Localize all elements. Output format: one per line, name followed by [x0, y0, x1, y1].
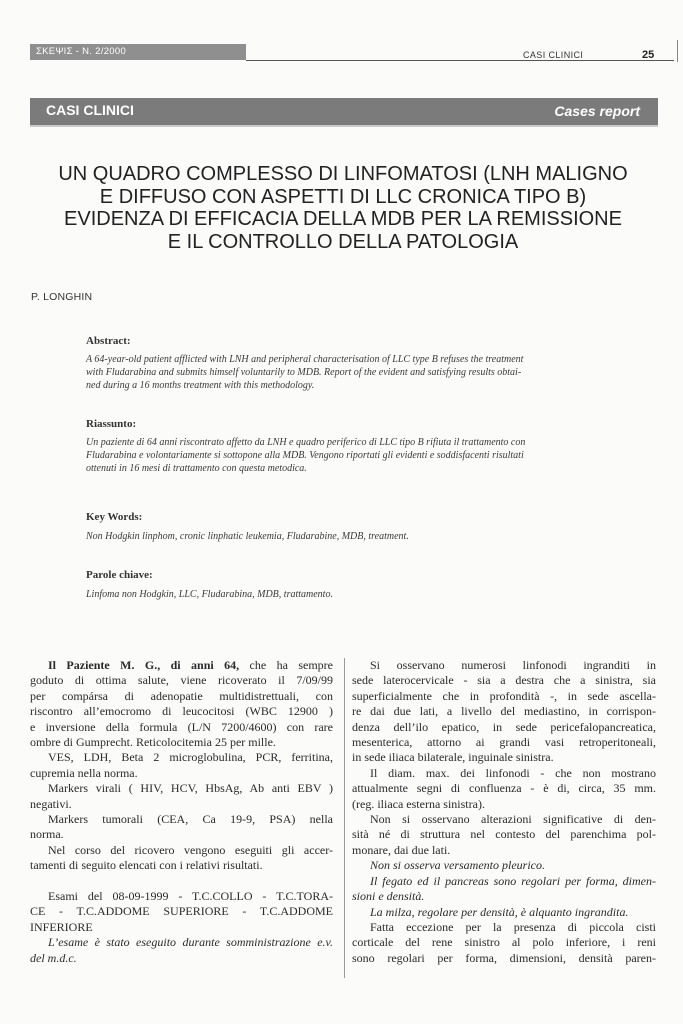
- article-title: [30, 163, 656, 253]
- body-line: e inversione della formula (L/N 7200/4600) con rare: [30, 719, 333, 734]
- abstract-heading: Abstract:: [86, 335, 131, 347]
- body-line: Nel corso del ricovero vengono eseguiti gli accer-: [48, 842, 333, 857]
- page-edge-mark: [677, 40, 678, 62]
- key-words-text: Non Hodgkin linphom, cronic linphatic leukemia, Fludarabine, MDB, treatment.: [86, 531, 409, 542]
- patient-intro: Il Paziente M. G., di anni 64,: [48, 658, 240, 672]
- riassunto-heading: Riassunto:: [86, 418, 137, 430]
- body-line: (reg. iliaca esterna sinistra).: [352, 796, 485, 811]
- section-label-english: Cases report: [554, 103, 640, 119]
- key-words-section: [86, 511, 409, 543]
- title-line: E DIFFUSO CON ASPETTI DI LLC CRONICA TIPO B): [99, 185, 587, 208]
- body-column-left: [30, 658, 333, 966]
- body-line: monare, dai due lati.: [352, 842, 451, 857]
- body-line: La milza, regolare per densità, è alquanto ingrandita.: [370, 904, 629, 919]
- body-line: Il diam. max. dei linfonodi - che non mostrano: [370, 765, 656, 780]
- body-line: [30, 658, 333, 673]
- abstract-line: A 64-year-old patient afflicted with LNH and peripheral characterisation of LLC type B refuses the treatment: [86, 354, 524, 365]
- abstract-section: [86, 335, 523, 392]
- body-line: denza dell’ilo epatico, in sede pericefalopancreatica,: [352, 719, 656, 734]
- header-rule: [246, 60, 674, 61]
- body-line: corticale del rene sinistro al polo inferiore, i reni: [352, 935, 656, 950]
- abstract-line: ned during a 16 months treatment with this methodology.: [86, 380, 315, 391]
- abstract-line: with Fludarabina and submits himself voluntarily to MDB. Report of the evident and satisfying results obtai-: [86, 367, 522, 378]
- page-number: 25: [642, 49, 655, 61]
- title-line: EVIDENZA DI EFFICACIA DELLA MDB PER LA REMISSIONE: [64, 208, 622, 230]
- body-line: VES, LDH, Beta 2 microglobulina, PCR, ferritina,: [48, 750, 333, 765]
- body-line: Il fegato ed il pancreas sono regolari per forma, dimen-: [370, 873, 656, 888]
- body-line: Non si osservano alterazioni significative di den-: [370, 812, 656, 827]
- body-line: Si osservano numerosi linfonodi ingranditi in: [370, 658, 656, 672]
- body-line: CE - T.C.ADDOME SUPERIORE - T.C.ADDOME: [30, 904, 333, 919]
- body-line: ombre di Gumprecht. Reticolocitemia 25 per mille.: [30, 735, 276, 750]
- parole-chiave-text: Linfoma non Hodgkin, LLC, Fludarabina, MDB, trattamento.: [86, 589, 333, 600]
- body-line: attualmente segni di confluenza - è di, circa, 35 mm.: [352, 781, 656, 796]
- body-line: Markers tumorali (CEA, Ca 19-9, PSA) nella: [48, 812, 333, 827]
- body-line: norma.: [30, 827, 64, 842]
- author: P. LONGHIN: [31, 291, 93, 303]
- body-line: re dai due lati, a livello del mediastino, in corrispon-: [352, 704, 656, 719]
- riassunto-line: Un paziente di 64 anni riscontrato affetto da LNH e quadro periferico di LLC tipo B rifiuta il trattamento con: [86, 437, 526, 448]
- body-line: L’esame è stato eseguito durante somministrazione e.v.: [48, 935, 333, 950]
- body-column-right: [352, 658, 656, 966]
- body-line: INFERIORE: [30, 919, 93, 934]
- body-line: sità né di struttura nel contesto del parenchima pol-: [352, 827, 656, 842]
- body-line: sede laterocervicale - sia a destra che a sinistra, sia: [352, 673, 656, 688]
- column-divider: [344, 658, 345, 978]
- body-line: in sede iliaca bilaterale, inguinale sinistra.: [352, 750, 554, 765]
- body-line: tamenti di seguito elencati con i relativi risultati.: [30, 858, 263, 873]
- body-line: Esami del 08-09-1999 - T.C.COLLO - T.C.TORA-: [48, 889, 333, 904]
- body-line: sono regolari per forma, dimensioni, densità paren-: [352, 950, 656, 965]
- body-line: del m.d.c.: [30, 950, 77, 965]
- body-line: goduto di ottima salute, viene ricoverato il 7/09/99: [30, 673, 333, 688]
- abstract-text: [86, 353, 523, 392]
- title-line: UN QUADRO COMPLESSO DI LINFOMATOSI (LNH MALIGNO: [58, 163, 628, 185]
- body-line: Markers virali ( HIV, HCV, HbsAg, Ab anti EBV ): [48, 781, 333, 796]
- title-line: E IL CONTROLLO DELLA PATOLOGIA: [167, 230, 519, 253]
- parole-chiave-section: [86, 569, 333, 601]
- body-line: sioni e densità.: [352, 889, 425, 904]
- body-text: che ha sempre: [239, 658, 333, 672]
- running-section-title: CASI CLINICI: [523, 50, 584, 60]
- body-line: negativi.: [30, 796, 72, 811]
- body-line: Fatta eccezione per la presenza di piccola cisti: [370, 919, 656, 934]
- journal-issue-label: ΣΚΕΨΙΣ - N. 2/2000: [36, 46, 127, 57]
- body-line: mesenterica, attorno ai grandi vasi retroperitoneali,: [352, 735, 656, 750]
- riassunto-text: [86, 436, 525, 475]
- section-band: [30, 98, 658, 127]
- body-line: riscontro all’emocromo di leucocitosi (WBC 12900 ): [30, 704, 333, 719]
- body-line: cupremia nella norma.: [30, 765, 138, 780]
- riassunto-line: ottenuti in 16 mesi di trattamento con questa metodica.: [86, 463, 307, 474]
- parole-chiave-heading: Parole chiave:: [86, 569, 153, 581]
- section-label: CASI CLINICI: [46, 102, 134, 118]
- body-line: Non si osserva versamento pleurico.: [370, 858, 545, 873]
- riassunto-section: [86, 418, 525, 475]
- body-spacer: [30, 874, 333, 889]
- key-words-heading: Key Words:: [86, 511, 143, 523]
- body-line: superficialmente che in profondità -, in sede ascella-: [352, 688, 656, 703]
- riassunto-line: Fludarabina e volontariamente si sottopone alla MDB. Vengono riportati gli evidenti e soddisfacenti risultati: [86, 450, 524, 461]
- body-line: per compársa di adenopatie multidistrettuali, con: [30, 688, 333, 703]
